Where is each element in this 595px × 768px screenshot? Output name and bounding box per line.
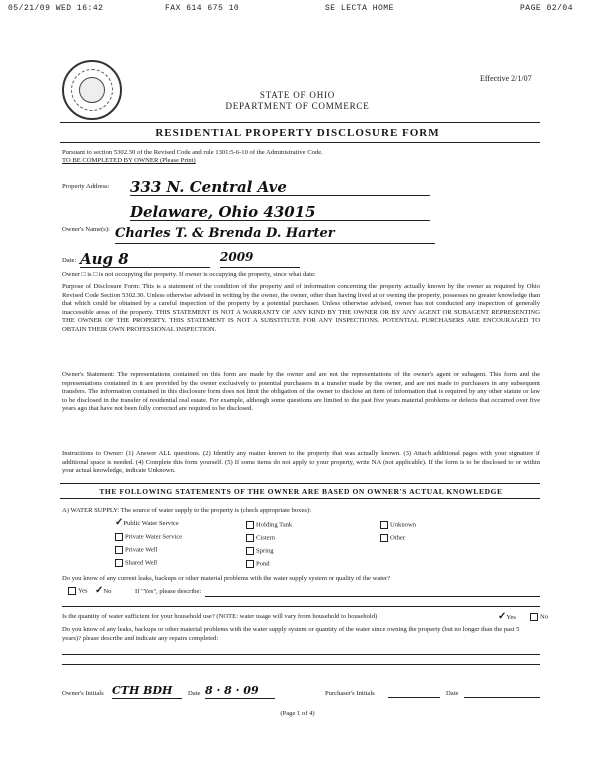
water-no-checkbox[interactable]: ✓No [95, 585, 112, 596]
water-option-cistern[interactable]: Cistern [246, 534, 275, 543]
fax-header-sender: SE LECTA HOME [325, 4, 394, 13]
date-label: Date: [62, 257, 77, 264]
describe-line[interactable] [205, 596, 540, 597]
water-option-private-service[interactable]: Private Water Service [115, 533, 182, 542]
water-question-quantity: Is the quantity of water sufficient for your household use? (NOTE: water usage will vary from household to household) [62, 613, 378, 620]
intro-line: Pursuant to section 5302.30 of the Revised Code and rule 1301:5-6-10 of the Administrative Code. [62, 149, 323, 156]
purchasers-initials-label: Purchaser's Initials [325, 690, 375, 697]
purchasers-date-field[interactable] [464, 697, 540, 698]
water-option-other[interactable]: Other [380, 534, 405, 543]
checkbox-icon [530, 613, 538, 621]
divider [60, 498, 540, 499]
describe-line[interactable] [62, 664, 540, 665]
state-name: STATE OF OHIO [259, 90, 336, 100]
intro-instruction: TO BE COMPLETED BY OWNER (Please Print) [62, 157, 196, 164]
instructions-text: Instructions to Owner: (1) Answer ALL questions. (2) Identify any matter known to the property that was actually known. (3) Attach additional pages with your signature if additional space is needed. (4) Complete this form yourself. (5) If some items do not apply to your property, write NA (not applicable). If the form is to be disclosed to or within your actual knowledge, indicate Unknown. [62, 450, 540, 475]
owners-statement-text: Owner's Statement: The representations contained on this form are made by the owner and are not the representations of the owner's agent or subagent. This form and the representations contained in it are provided by the owner exclusively to potential purchasers in a transfer made by the owner, and are not made to purchasers in any subsequent transfers. The information contained in this disclosure form does not limit the obligation of the owner to disclose an item of information that is required by any other statute or law to be disclosed in the transfer of residential real estate. For example, although some questions are limited to the past five years material problems or defects that occurred over five years ago that have not been fully corrected are required to be disclosed. [62, 371, 540, 413]
checkbox-icon [68, 587, 76, 595]
checkbox-icon [380, 521, 388, 529]
water-question-problems: Do you know of any current leaks, backups or other material problems with the water supply system or quality of the water? [62, 575, 391, 582]
checkbox-icon [115, 533, 123, 541]
owners-initials-label: Owner's Initials [62, 690, 104, 697]
water-yes-checkbox[interactable]: Yes [68, 587, 88, 596]
checkbox-icon [115, 559, 123, 567]
owners-names-label: Owner's Name(s): [62, 226, 110, 233]
check-icon: ✓ [115, 517, 124, 528]
describe-line[interactable] [62, 606, 540, 607]
divider [60, 122, 540, 123]
water-option-holding-tank[interactable]: Holding Tank [246, 521, 292, 530]
quantity-no-checkbox[interactable]: No [530, 613, 548, 622]
date-field[interactable]: Aug 8 [80, 250, 210, 268]
checkbox-icon [246, 534, 254, 542]
section-heading: THE FOLLOWING STATEMENTS OF THE OWNER ARE BASED ON OWNER'S ACTUAL KNOWLEDGE [99, 487, 503, 496]
owners-initials-field[interactable]: CTH BDH [112, 684, 182, 699]
water-option-pond[interactable]: Pond [246, 560, 270, 569]
water-supply-label: A) WATER SUPPLY: The source of water supply to the property is (check appropriate boxes): [62, 507, 311, 514]
property-address-line2[interactable]: Delaware, Ohio 43015 [130, 203, 430, 221]
water-option-spring[interactable]: Spring [246, 547, 274, 556]
if-yes-label: If "Yes", please describe: [135, 588, 202, 595]
checkbox-icon [115, 546, 123, 554]
purchasers-date-label: Date [446, 690, 459, 697]
form-title: RESIDENTIAL PROPERTY DISCLOSURE FORM [155, 127, 440, 139]
divider [60, 142, 540, 143]
check-icon: ✓ [95, 585, 104, 596]
checkbox-icon [246, 521, 254, 529]
water-question-leaks: Do you know of any leaks, backups or other material problems with the water supply system or quantity of the water since owning the property (but no longer than the past 5 years)? please describe and indicate any repairs completed: [62, 626, 520, 642]
purchasers-initials-field[interactable] [388, 697, 440, 698]
property-address-label: Property Address: [62, 183, 110, 190]
effective-date: Effective 2/1/07 [480, 74, 532, 83]
checkbox-icon [246, 547, 254, 555]
fax-header-number: FAX 614 675 10 [165, 4, 240, 13]
check-icon: ✓ [498, 611, 507, 622]
fax-header-page: PAGE 02/04 [520, 4, 574, 13]
describe-line[interactable] [62, 654, 540, 655]
page-number: (Page 1 of 4) [280, 710, 315, 717]
fax-header-left: 05/21/09 WED 16:42 [8, 4, 104, 13]
property-address-line1[interactable]: 333 N. Central Ave [130, 178, 430, 196]
water-option-unknown[interactable]: Unknown [380, 521, 416, 530]
owners-date-label: Date [188, 690, 201, 697]
divider [60, 483, 540, 484]
checkbox-icon [246, 560, 254, 568]
purpose-text: Purpose of Disclosure Form: This is a statement of the condition of the property and of information concerning the property actually known by the owner as required by Ohio Revised Code Section 5302.30. Unless otherwise advised in writing by the owner, the owner, other than having lived at or owning the property, possesses no greater knowledge than that which could be obtained by a careful inspection of the property by a potential purchaser. Unless otherwise advised, owner has not conducted any inspection of generally inaccessible areas of the property. THIS STATEMENT IS NOT A WARRANTY OF ANY KIND BY THE OWNER OR BY ANY AGENT OR SUBAGENT REPRESENTING THE OWNER OF THE PROPERTY. THIS STATEMENT IS NOT A SUBSTITUTE FOR ANY INSPECTIONS. POTENTIAL PURCHASERS ARE ENCOURAGED TO OBTAIN THEIR OWN PROFESSIONAL INSPECTION. [62, 283, 540, 333]
checkbox-icon [380, 534, 388, 542]
quantity-yes-checkbox[interactable]: ✓Yes [498, 611, 516, 622]
water-option-public[interactable]: ✓Public Water Service [115, 517, 179, 528]
occupancy-line: Owner □ is □ is not occupying the property. If owner is occupying the property, since what date: [62, 271, 316, 278]
date-year-field[interactable]: 2009 [220, 250, 300, 268]
department-name: DEPARTMENT OF COMMERCE [225, 101, 370, 111]
owners-names-field[interactable]: Charles T. & Brenda D. Harter [115, 226, 435, 244]
water-option-shared-well[interactable]: Shared Well [115, 559, 157, 568]
owners-date-field[interactable]: 8 · 8 · 09 [205, 684, 275, 699]
water-option-private-well[interactable]: Private Well [115, 546, 158, 555]
